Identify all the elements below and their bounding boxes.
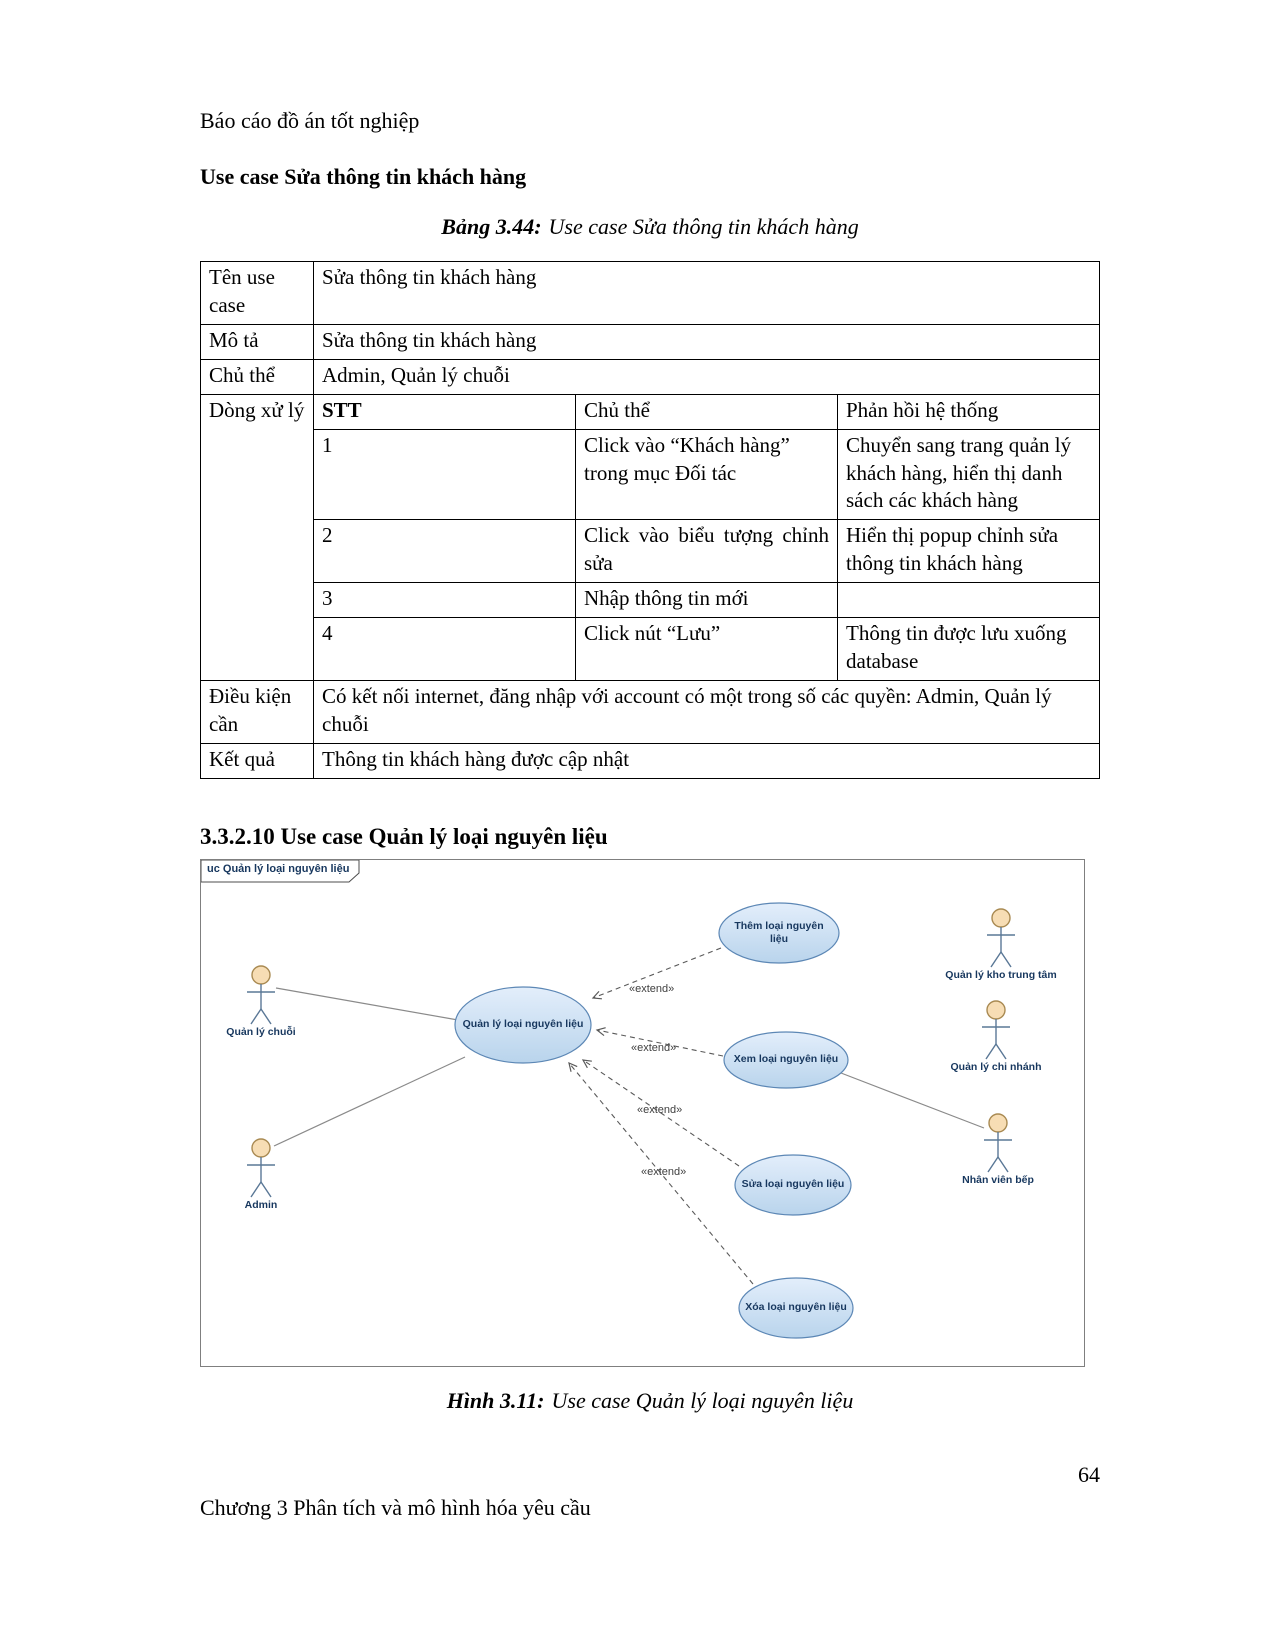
actor-label-kho-trung-tam: Quản lý kho trung tâm [945, 968, 1057, 981]
page-header-text: Báo cáo đồ án tốt nghiệp [200, 108, 420, 133]
cell-step1-action: Click vào “Khách hàng” trong mục Đối tác [576, 429, 838, 520]
cell-ket-qua-label: Kết quả [201, 743, 314, 778]
use-case-label-xoa: Xóa loại nguyên liệu [745, 1301, 847, 1314]
section-heading-use-case: Use case Sửa thông tin khách hàng [200, 164, 527, 189]
actor-icon-admin [247, 1139, 275, 1197]
cell-step2-response: Hiển thị popup chỉnh sửa thông tin khách hàng [838, 520, 1100, 583]
actor-label-chi-nhanh: Quản lý chi nhánh [950, 1060, 1042, 1073]
actor-label-admin: Admin [244, 1198, 278, 1211]
figure-caption [200, 1388, 1100, 1414]
use-case-table [200, 261, 1100, 779]
cell-step1-stt: 1 [314, 429, 576, 520]
extend-label-them: «extend» [629, 982, 675, 995]
table-row-ket-qua [201, 743, 1100, 778]
cell-step4-response: Thông tin được lưu xuống database [838, 618, 1100, 681]
cell-ten-use-case-label: Tên use case [201, 262, 314, 325]
table-row-step-4 [201, 618, 1100, 681]
figure-caption-label: Hình 3.11: [446, 1387, 545, 1413]
cell-header-stt: STT [314, 394, 576, 429]
table-row-ten-use-case [201, 262, 1100, 325]
extend-label-sua: «extend» [637, 1103, 683, 1116]
actor-icon-kho-trung-tam [987, 909, 1015, 967]
actor-label-nhan-vien-bep: Nhân viên bếp [962, 1173, 1034, 1186]
actor-icon-quan-ly-chuoi [247, 966, 275, 1024]
cell-ket-qua-value: Thông tin khách hàng được cập nhật [314, 743, 1100, 778]
table-row-chu-the [201, 359, 1100, 394]
cell-chu-the-value: Admin, Quản lý chuỗi [314, 359, 1100, 394]
association-line-xem-bep [841, 1073, 984, 1128]
cell-step4-stt: 4 [314, 618, 576, 681]
use-case-label-them: Thêm loại nguyên liệu [734, 919, 824, 945]
table-caption-label: Bảng 3.44: [441, 214, 542, 239]
cell-header-chu-the: Chủ thể [576, 394, 838, 429]
cell-step3-stt: 3 [314, 583, 576, 618]
association-line-chuoi-central [276, 988, 458, 1020]
cell-step3-response [838, 583, 1100, 618]
actor-label-quan-ly-chuoi: Quản lý chuỗi [226, 1025, 296, 1038]
cell-step3-action: Nhập thông tin mới [576, 583, 838, 618]
extend-label-xoa: «extend» [641, 1165, 687, 1178]
footer-text: Chương 3 Phân tích và mô hình hóa yêu cầu [200, 1494, 591, 1520]
actor-icon-chi-nhanh [982, 1001, 1010, 1059]
table-caption-text: Use case Sửa thông tin khách hàng [548, 214, 859, 239]
diagram-frame-label: uc Quản lý loại nguyên liệu [207, 862, 350, 875]
page-number: 64 [1078, 1461, 1100, 1487]
table-row-steps-header [201, 394, 1100, 429]
table-row-dieu-kien-can [201, 680, 1100, 743]
table-row-step-1 [201, 429, 1100, 520]
cell-step2-action: Click vào biểu tượng chỉnh sửa [576, 520, 838, 583]
uml-use-case-diagram [200, 859, 1085, 1367]
cell-ten-use-case-value: Sửa thông tin khách hàng [314, 262, 1100, 325]
cell-dieu-kien-label: Điều kiện cần [201, 680, 314, 743]
table-row-mo-ta [201, 324, 1100, 359]
cell-header-phan-hoi: Phản hồi hệ thống [838, 394, 1100, 429]
page-content [200, 108, 1100, 1521]
cell-step1-response: Chuyển sang trang quản lý khách hàng, hiển thị danh sách các khách hàng [838, 429, 1100, 520]
table-caption [200, 214, 1100, 240]
extend-label-xem: «extend» [631, 1041, 677, 1054]
table-row-step-3 [201, 583, 1100, 618]
cell-mo-ta-value: Sửa thông tin khách hàng [314, 324, 1100, 359]
cell-mo-ta-label: Mô tả [201, 324, 314, 359]
cell-dong-xu-ly-label: Dòng xử lý [201, 394, 314, 680]
cell-step4-action: Click nút “Lưu” [576, 618, 838, 681]
cell-step2-stt: 2 [314, 520, 576, 583]
use-case-label-sua: Sửa loại nguyên liệu [741, 1178, 845, 1191]
table-row-step-2 [201, 520, 1100, 583]
section-heading-3-3-2-10: 3.3.2.10 Use case Quản lý loại nguyên liệu [200, 823, 608, 849]
use-case-label-central: Quản lý loại nguyên liệu [462, 1018, 584, 1031]
association-line-admin-central [274, 1057, 465, 1146]
cell-dieu-kien-value: Có kết nối internet, đăng nhập với account có một trong số các quyền: Admin, Quản lý chuỗi [314, 680, 1100, 743]
figure-caption-text: Use case Quản lý loại nguyên liệu [551, 1387, 854, 1413]
cell-chu-the-label: Chủ thể [201, 359, 314, 394]
use-case-label-xem: Xem loại nguyên liệu [733, 1053, 839, 1066]
actor-icon-nhan-vien-bep [984, 1114, 1012, 1172]
